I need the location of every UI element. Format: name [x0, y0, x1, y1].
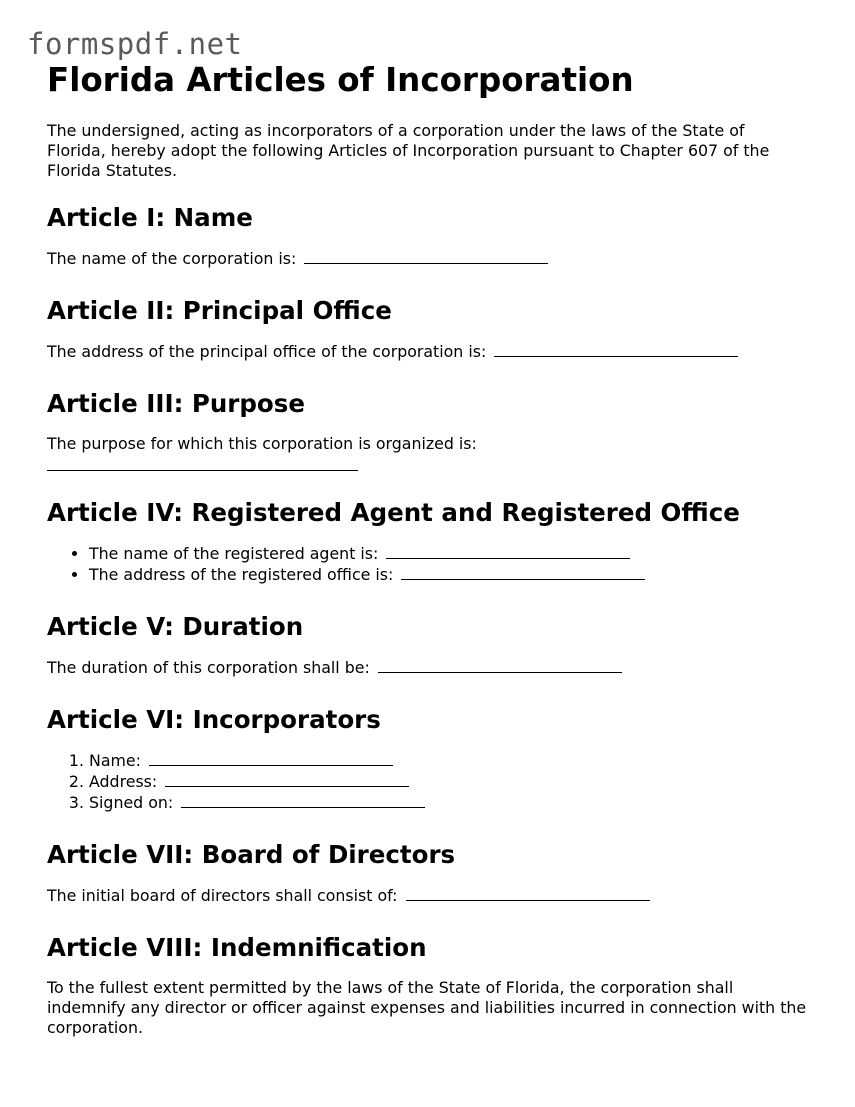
list-item: [89, 771, 807, 792]
article-3-heading: Article III: Purpose: [47, 389, 305, 418]
board-of-directors-blank[interactable]: [406, 885, 650, 901]
list-item: [89, 543, 807, 564]
article-3-section: [47, 388, 807, 471]
article-8-section: [47, 932, 807, 1038]
article-7-section: [47, 839, 807, 906]
incorporator-address-label: Address:: [89, 772, 158, 791]
incorporator-name-blank[interactable]: [149, 750, 393, 766]
list-item: [89, 750, 807, 771]
registered-agent-blank[interactable]: [386, 543, 630, 559]
article-8-text: To the fullest extent permitted by the laws of the State of Florida, the corporation shall indemnify any director or officer against expenses and liabilities incurred in connection with the corporation.: [47, 978, 807, 1037]
registered-agent-list: [47, 543, 807, 585]
registered-agent-label: The name of the registered agent is:: [89, 544, 379, 563]
article-7-text: [47, 885, 807, 906]
article-5-section: [47, 611, 807, 678]
purpose-blank[interactable]: [47, 455, 358, 471]
article-6-section: [47, 704, 807, 813]
registered-office-label: The address of the registered office is:: [89, 565, 394, 584]
article-8-heading: Article VIII: Indemnification: [47, 933, 427, 962]
article-4-section: [47, 497, 807, 585]
registered-office-blank[interactable]: [401, 564, 645, 580]
board-of-directors-label: The initial board of directors shall consist of:: [47, 886, 398, 905]
article-6-heading: Article VI: Incorporators: [47, 705, 381, 734]
duration-blank[interactable]: [378, 657, 622, 673]
principal-office-label: The address of the principal office of the corporation is:: [47, 342, 487, 361]
intro-paragraph: The undersigned, acting as incorporators of a corporation under the laws of the State of Florida, hereby adopt the following Articles of Incorporation pursuant to Chapter 607 of the Florida Statutes.: [47, 121, 770, 180]
article-1-text: [47, 248, 807, 269]
article-4-heading: Article IV: Registered Agent and Registered Office: [47, 498, 740, 527]
article-3-text: [47, 434, 807, 471]
article-1-section: [47, 202, 807, 269]
duration-label: The duration of this corporation shall be:: [47, 658, 370, 677]
article-2-section: [47, 295, 807, 362]
document-page: [47, 58, 807, 1064]
principal-office-blank[interactable]: [494, 341, 738, 357]
purpose-label: The purpose for which this corporation is organized is:: [47, 434, 477, 453]
article-5-heading: Article V: Duration: [47, 612, 304, 641]
article-5-text: [47, 657, 807, 678]
signed-on-blank[interactable]: [181, 792, 425, 808]
article-1-heading: Article I: Name: [47, 203, 253, 232]
article-7-heading: Article VII: Board of Directors: [47, 840, 456, 869]
incorporator-name-label: Name:: [89, 751, 141, 770]
incorporator-address-blank[interactable]: [165, 771, 409, 787]
corporation-name-label: The name of the corporation is:: [47, 249, 297, 268]
corporation-name-blank[interactable]: [304, 248, 548, 264]
incorporators-list: [47, 750, 807, 813]
article-2-heading: Article II: Principal Office: [47, 296, 392, 325]
list-item: [89, 792, 807, 813]
list-item: [89, 564, 807, 585]
signed-on-label: Signed on:: [89, 793, 174, 812]
document-title: Florida Articles of Incorporation: [47, 61, 634, 99]
article-2-text: [47, 341, 807, 362]
watermark: formspdf.net: [27, 27, 243, 61]
